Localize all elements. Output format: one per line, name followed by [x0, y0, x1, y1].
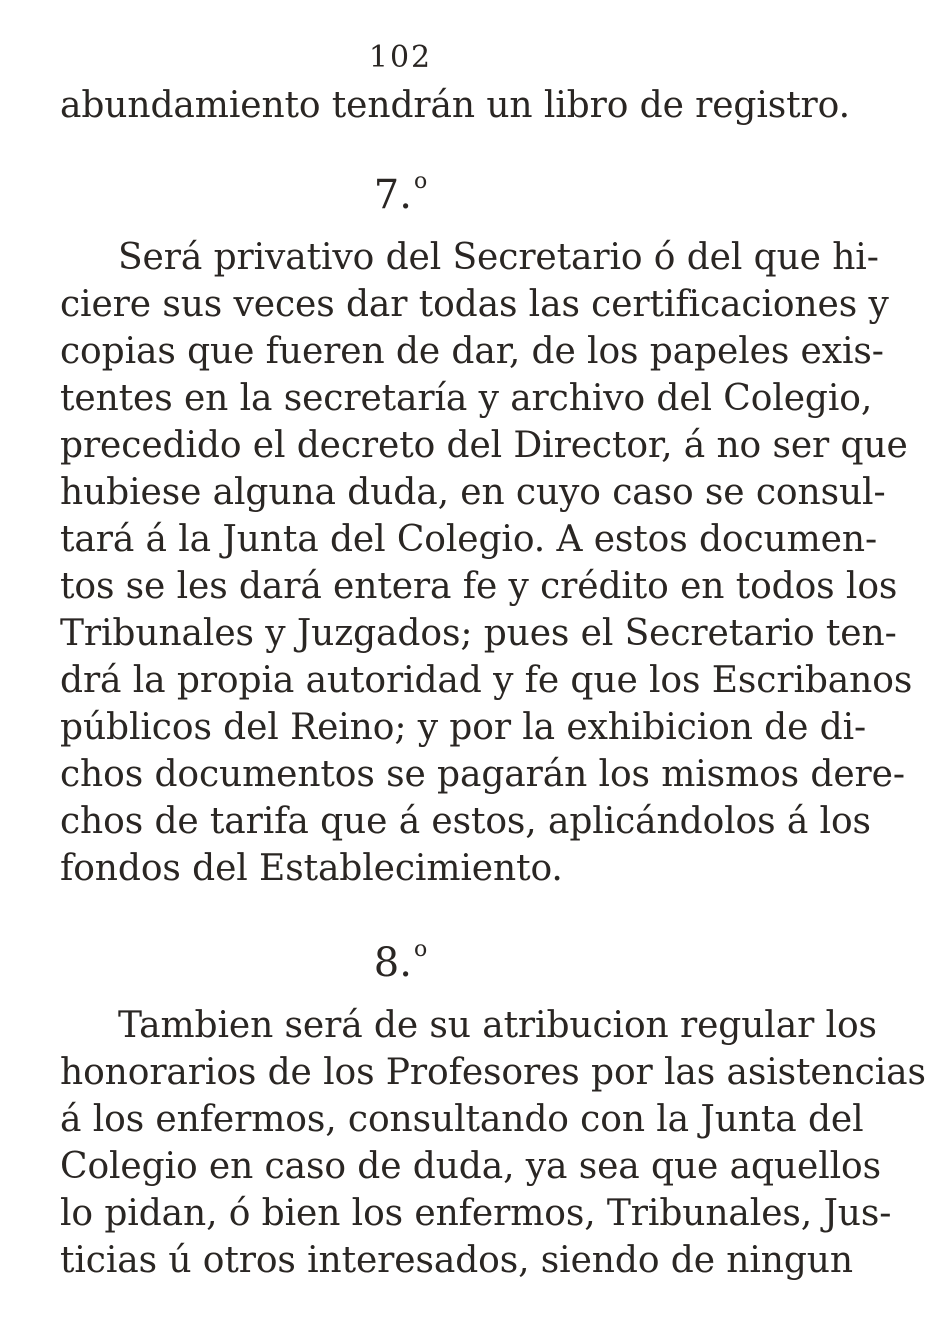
section-number-8	[0, 926, 801, 987]
paragraph-line: honorarios de los Profesores por las asistencias	[60, 1052, 926, 1093]
paragraph-line: tos se les dará entera fe y crédito en todos los	[60, 566, 898, 607]
paragraph-line: chos documentos se pagarán los mismos dere-	[60, 754, 905, 795]
paragraph-line: chos de tarifa que á estos, aplicándolos á los	[60, 801, 871, 842]
paragraph-last-line: fondos del Establecimiento.	[60, 848, 563, 889]
paragraph-line: precedido el decreto del Director, á no ser que	[60, 425, 908, 466]
paragraph-line: á los enfermos, consultando con la Junta del	[60, 1099, 864, 1140]
paragraph-line: Tambien será de su atribucion regular los	[118, 1005, 877, 1046]
paragraph-line: Será privativo del Secretario ó del que hi-	[118, 237, 879, 278]
paragraph-line: ciere sus veces dar todas las certificaciones y	[60, 284, 889, 325]
paragraph-line: tentes en la secretaría y archivo del Colegio,	[60, 378, 873, 419]
page-number: 102	[368, 40, 433, 75]
section-number-text: 8.	[373, 940, 412, 986]
paragraph-line: copias que fueren de dar, de los papeles exis-	[60, 331, 884, 372]
paragraph-line: públicos del Reino; y por la exhibicion de di-	[60, 707, 867, 748]
paragraph-line: lo pidan, ó bien los enfermos, Tribunales, Jus-	[60, 1193, 892, 1234]
section-ordinal: o	[413, 169, 428, 194]
section-ordinal: o	[413, 937, 428, 962]
section-number-text: 7.	[373, 172, 412, 218]
section-number-7	[0, 158, 801, 219]
opening-line: abundamiento tendrán un libro de registro.	[60, 85, 850, 126]
paragraph-line: Colegio en caso de duda, ya sea que aquellos	[60, 1146, 881, 1187]
paragraph-line: Tribunales y Juzgados; pues el Secretario ten-	[60, 613, 897, 654]
paragraph-line: ticias ú otros interesados, siendo de ningun	[60, 1240, 853, 1281]
paragraph-line: hubiese alguna duda, en cuyo caso se consul-	[60, 472, 886, 513]
paragraph-line: tará á la Junta del Colegio. A estos documen-	[60, 519, 878, 560]
paragraph-line: drá la propia autoridad y fe que los Escribanos	[60, 660, 913, 701]
